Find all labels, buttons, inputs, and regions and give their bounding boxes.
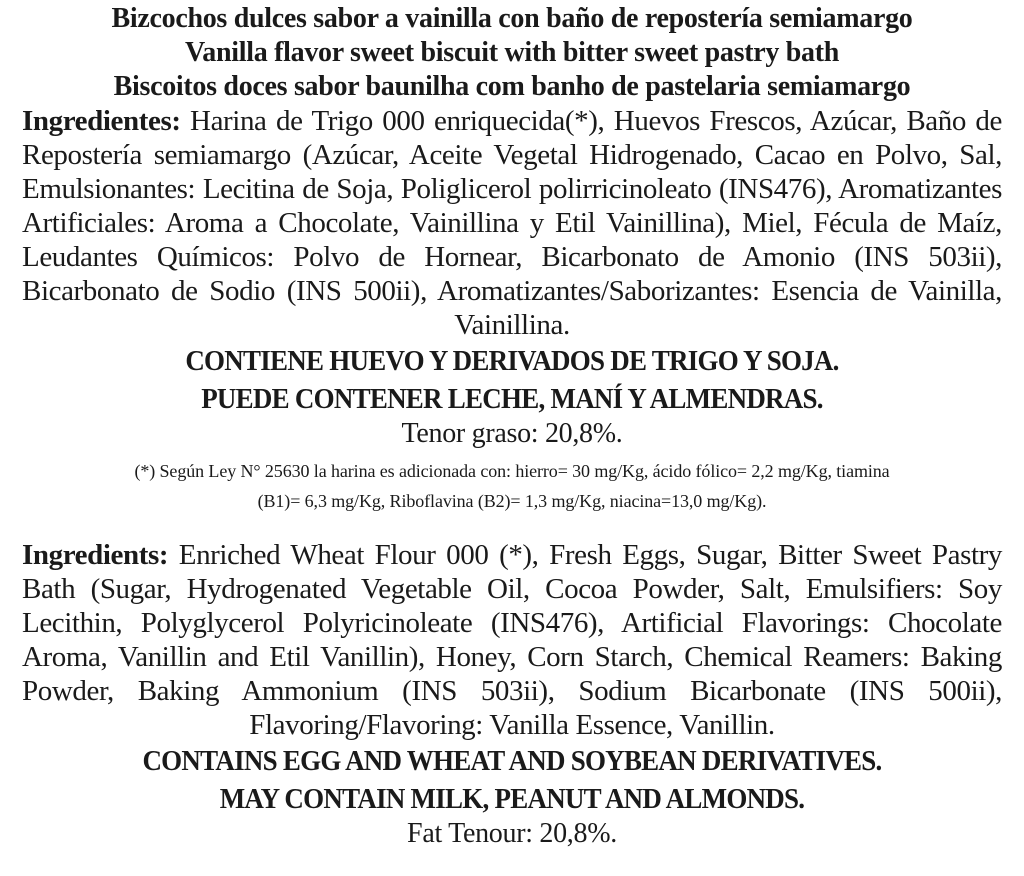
title-spanish: Bizcochos dulces sabor a vainilla con baño de repostería semiamargo — [111, 3, 913, 34]
ingredients-english — [22, 538, 1002, 742]
allergen-contains-en: CONTAINS EGG AND WHEAT AND SOYBEAN DERIVATIVES. — [142, 745, 882, 777]
ingredients-spanish — [22, 104, 1002, 342]
footnote-line-2: (B1)= 6,3 mg/Kg, Riboflavina (B2)= 1,3 mg/Kg, niacina=13,0 mg/Kg). — [257, 491, 767, 511]
section-spacer — [22, 516, 1002, 538]
title-english: Vanilla flavor sweet biscuit with bitter sweet pastry bath — [184, 37, 840, 68]
fat-content-es: Tenor graso: 20,8%. — [401, 418, 623, 449]
footnote-line-1: (*) Según Ley N° 25630 la harina es adicionada con: hierro= 30 mg/Kg, ácido fólico= 2,2 mg/Kg, tiamina — [134, 461, 890, 481]
allergen-contains-es: CONTIENE HUEVO Y DERIVADOS DE TRIGO Y SOJA. — [185, 345, 839, 377]
ingredients-label-en: Ingredients: — [22, 539, 169, 571]
allergen-may-contain-es: PUEDE CONTENER LECHE, MANÍ Y ALMENDRAS. — [201, 383, 823, 415]
allergen-may-contain-en: MAY CONTAIN MILK, PEANUT AND ALMONDS. — [219, 783, 805, 815]
ingredients-label-es: Ingredientes: — [22, 105, 181, 137]
fat-content-en: Fat Tenour: 20,8%. — [407, 818, 617, 849]
flour-footnote — [22, 456, 1002, 516]
ingredients-text-es: Harina de Trigo 000 enriquecida(*), Huevos Frescos, Azúcar, Baño de Repostería semiamargo (Azúcar, Aceite Vegetal Hidrogenado, Cacao en Polvo, Sal, Emulsionantes: Lecitina de Soja, Poliglicerol polirricinoleato (INS476), Aromatizantes Artificiales: Aroma a Chocolate, Vainillina y Etil Vainillina), Miel, Fécula de Maíz, Leudantes Químicos: Polvo de Hornear, Bicarbonato de Amonio (INS 503ii), Bicarbonato de Sodio (INS 500ii), Aromatizantes/Saborizantes: Esencia de Vainilla, Vainillina. — [22, 105, 1002, 341]
ingredients-text-en: Enriched Wheat Flour 000 (*), Fresh Eggs, Sugar, Bitter Sweet Pastry Bath (Sugar, Hydrogenated Vegetable Oil, Cocoa Powder, Salt, Emulsifiers: Soy Lecithin, Polyglycerol Polyricinoleate (INS476), Artificial Flavorings: Chocolate Aroma, Vanillin and Etil Vanillin), Honey, Corn Starch, Chemical Reamers: Baking Powder, Baking Ammonium (INS 503ii), Sodium Bicarbonate (INS 500ii), Flavoring/Flavoring: Vanilla Essence, Vanillin. — [22, 539, 1002, 741]
product-titles — [22, 0, 1002, 104]
title-portuguese: Biscoitos doces sabor baunilha com banho de pastelaria semiamargo — [113, 71, 911, 102]
